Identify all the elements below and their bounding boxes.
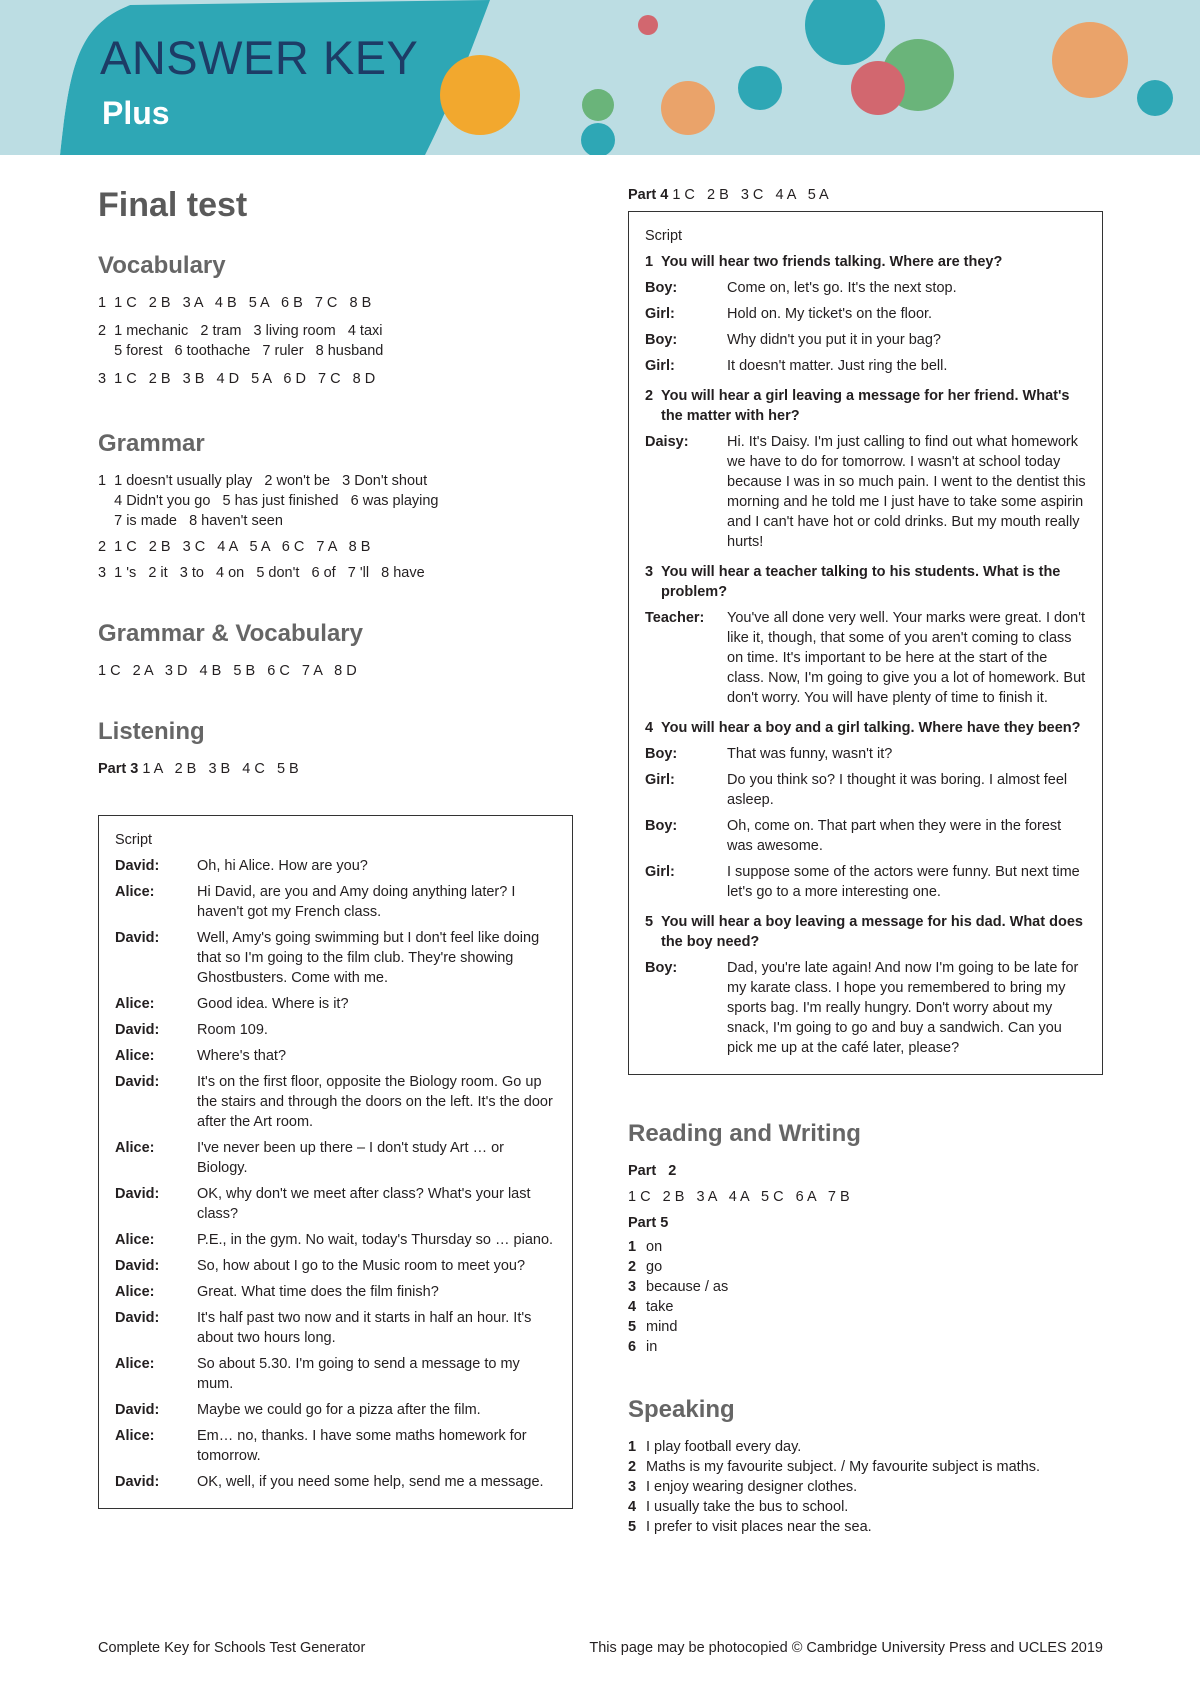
question-number: 4 — [645, 720, 654, 736]
dialogue-text: OK, why don't we meet after class? What's your last class? — [197, 1186, 531, 1222]
rw-part2-answers: 1 C 2 B 3 A 4 A 5 C 6 A 7 B — [628, 1189, 850, 1205]
rw-part5-list — [628, 1237, 1103, 1357]
item-number: 5 — [628, 1319, 637, 1335]
dialogue-line — [115, 1282, 558, 1302]
dialogue-line — [645, 770, 1088, 810]
speaker: Boy: — [645, 280, 678, 296]
item-number: 1 — [628, 1239, 637, 1255]
dialogue-text: Dad, you're late again! And now I'm going to be late for my karate class. I hope you remembered to bring my sports bag. I'm really hungry. Don't worry about my snack, I'm going to go and buy a sandwich. Can you pick me up at the café later, please? — [727, 960, 1079, 1056]
dialogue-text: Oh, come on. That part when they were in the forest was awesome. — [727, 818, 1062, 854]
listening-heading: Listening — [98, 718, 205, 745]
page-title: Final test — [98, 186, 248, 224]
item-number: 3 — [628, 1479, 637, 1495]
vocabulary-answers — [98, 293, 573, 389]
list-item — [628, 1337, 1103, 1357]
question-text: You will hear two friends talking. Where are they? — [661, 254, 1003, 270]
dialogue-text: Em… no, thanks. I have some maths homework for tomorrow. — [197, 1428, 527, 1464]
item-text: mind — [646, 1319, 678, 1335]
speaker: Teacher: — [645, 610, 705, 626]
question-number: 5 — [645, 914, 654, 930]
list-item — [628, 1457, 1103, 1477]
speaker: Daisy: — [645, 434, 689, 450]
dialogue-text: It doesn't matter. Just ring the bell. — [727, 358, 948, 374]
speaker: Alice: — [115, 1284, 155, 1300]
question-prompt — [645, 562, 1088, 602]
dialogue-line — [645, 278, 1088, 298]
dialogue-text: Hi David, are you and Amy doing anything later? I haven't got my French class. — [197, 884, 516, 920]
item-text: I play football every day. — [646, 1439, 802, 1455]
speaking-heading: Speaking — [628, 1396, 735, 1423]
answer-line: 1 1 C 2 B 3 A 4 B 5 A 6 B 7 C 8 B — [98, 295, 372, 311]
item-text: I enjoy wearing designer clothes. — [646, 1479, 858, 1495]
list-item — [628, 1317, 1103, 1337]
dialogue-text: Why didn't you put it in your bag? — [727, 332, 941, 348]
answer-key-title: ANSWER KEY — [100, 31, 419, 84]
item-number: 2 — [628, 1259, 637, 1275]
question-text: You will hear a girl leaving a message for her friend. What's the matter with her? — [661, 388, 1070, 424]
footer-left: Complete Key for Schools Test Generator — [98, 1640, 366, 1656]
dialogue-line — [115, 882, 558, 922]
part-label: Part 3 — [98, 761, 139, 777]
answer-line: 1 1 doesn't usually play 2 won't be 3 Don't shout — [98, 473, 428, 489]
part-answers: 1 A 2 B 3 B 4 C 5 B — [142, 761, 299, 777]
part4-q5 — [645, 912, 1088, 1058]
speaker: Girl: — [645, 864, 675, 880]
item-number: 6 — [628, 1339, 637, 1355]
dialogue-text: Maybe we could go for a pizza after the film. — [197, 1402, 481, 1418]
speaker: David: — [115, 1474, 160, 1490]
plus-subtitle: Plus — [102, 95, 170, 131]
speaking-list — [628, 1437, 1103, 1537]
dialogue-text: I've never been up there – I don't study Art … or Biology. — [197, 1140, 504, 1176]
question-prompt — [645, 718, 1088, 738]
item-number: 1 — [628, 1439, 637, 1455]
dialogue-line — [645, 862, 1088, 902]
grammar-vocabulary-answers: 1 C 2 A 3 D 4 B 5 B 6 C 7 A 8 D — [98, 663, 357, 679]
right-column — [628, 185, 1103, 1537]
rw-part2-label: Part 2 — [628, 1163, 677, 1179]
item-text: in — [646, 1339, 658, 1355]
answer-line: 3 1 's 2 it 3 to 4 on 5 don't 6 of 7 'll 8 have — [98, 565, 425, 581]
speaker: David: — [115, 858, 160, 874]
answer-line: 2 1 mechanic 2 tram 3 living room 4 taxi — [98, 323, 383, 339]
item-number: 4 — [628, 1299, 637, 1315]
dialogue-text: You've all done very well. Your marks were great. I don't like it, though, that some of you aren't coming to class on time. It's important to be here at the start of the class. Now, I'm going to give you a lot of homework. But don't worry. You will have plenty of time to finish it. — [727, 610, 1086, 706]
dialogue-line — [115, 1472, 558, 1492]
reading-writing-heading: Reading and Writing — [628, 1120, 861, 1147]
question-text: You will hear a boy and a girl talking. Where have they been? — [661, 720, 1081, 736]
speaker: Boy: — [645, 818, 678, 834]
speaker: David: — [115, 1186, 160, 1202]
speaker: Alice: — [115, 1140, 155, 1156]
dialogue-text: Do you think so? I thought it was boring. I almost feel asleep. — [727, 772, 1068, 808]
list-item — [628, 1517, 1103, 1537]
item-text: on — [646, 1239, 663, 1255]
dialogue-line — [115, 1020, 558, 1040]
speaker: Alice: — [115, 996, 155, 1012]
dialogue-line — [645, 608, 1088, 708]
part4-q4 — [645, 718, 1088, 902]
part4-q2 — [645, 386, 1088, 552]
list-item — [628, 1297, 1103, 1317]
list-item — [628, 1477, 1103, 1497]
item-number: 3 — [628, 1279, 637, 1295]
dialogue-line — [115, 1426, 558, 1466]
dialogue-line — [645, 432, 1088, 552]
listening-part4-answers — [628, 185, 1103, 205]
speaker: Alice: — [115, 1428, 155, 1444]
rw-part5-label: Part 5 — [628, 1215, 669, 1231]
question-number: 3 — [645, 564, 654, 580]
left-column — [98, 185, 573, 1509]
dialogue-line — [115, 856, 558, 876]
item-text: Maths is my favourite subject. / My favourite subject is maths. — [646, 1459, 1041, 1475]
question-number: 1 — [645, 254, 654, 270]
list-item — [628, 1437, 1103, 1457]
dialogue-text: Hi. It's Daisy. I'm just calling to find out what homework we have to do for tomorrow. I wasn't at school today because I was in so much pain. I went to the dentist this morning and he told me I just have to take some aspirin and I can't have hot or cold drinks. But my mouth really hurts! — [727, 434, 1086, 550]
item-number: 2 — [628, 1459, 637, 1475]
list-item — [628, 1237, 1103, 1257]
dialogue-line — [645, 816, 1088, 856]
speaker: Girl: — [645, 358, 675, 374]
list-item — [628, 1257, 1103, 1277]
dialogue-line — [645, 958, 1088, 1058]
dialogue-line — [115, 1184, 558, 1224]
speaker: Boy: — [645, 332, 678, 348]
script-label: Script — [645, 228, 683, 244]
item-number: 4 — [628, 1499, 637, 1515]
dialogue-line — [115, 1256, 558, 1276]
dialogue-text: Hold on. My ticket's on the floor. — [727, 306, 933, 322]
question-prompt — [645, 252, 1088, 272]
item-text: because / as — [646, 1279, 729, 1295]
question-prompt — [645, 912, 1088, 952]
speaker: Girl: — [645, 306, 675, 322]
item-text: I prefer to visit places near the sea. — [646, 1519, 872, 1535]
item-number: 5 — [628, 1519, 637, 1535]
part-answers: 1 C 2 B 3 C 4 A 5 A — [672, 187, 829, 203]
dialogue-text: So, how about I go to the Music room to meet you? — [197, 1258, 526, 1274]
part3-script-box — [98, 815, 573, 1509]
speaker: Alice: — [115, 1356, 155, 1372]
answer-line: 7 is made 8 haven't seen — [98, 513, 283, 529]
grammar-heading: Grammar — [98, 430, 205, 457]
part4-script-box — [628, 211, 1103, 1075]
dialogue-line — [115, 1308, 558, 1348]
answer-line: 3 1 C 2 B 3 B 4 D 5 A 6 D 7 C 8 D — [98, 371, 376, 387]
answer-line: 4 Didn't you go 5 has just finished 6 was playing — [98, 493, 439, 509]
dialogue-line — [645, 304, 1088, 324]
dialogue-text: Where's that? — [197, 1048, 287, 1064]
grammar-vocabulary-heading: Grammar & Vocabulary — [98, 620, 363, 647]
dialogue-text: I suppose some of the actors were funny. But next time let's go to a more interesting one. — [727, 864, 1080, 900]
part4-q3 — [645, 562, 1088, 708]
dialogue-line — [115, 1400, 558, 1420]
question-prompt — [645, 386, 1088, 426]
question-number: 2 — [645, 388, 654, 404]
answer-line: 2 1 C 2 B 3 C 4 A 5 A 6 C 7 A 8 B — [98, 539, 371, 555]
dialogue-line — [115, 1354, 558, 1394]
speaker: Alice: — [115, 884, 155, 900]
speaker: Boy: — [645, 960, 678, 976]
dialogue-text: P.E., in the gym. No wait, today's Thursday so … piano. — [197, 1232, 554, 1248]
speaker: Alice: — [115, 1048, 155, 1064]
speaker: David: — [115, 1402, 160, 1418]
dialogue-line — [115, 928, 558, 988]
dialogue-text: It's on the first floor, opposite the Biology room. Go up the stairs and through the doors on the left. It's the door after the Art room. — [197, 1074, 553, 1130]
speaker: David: — [115, 1022, 160, 1038]
dialogue-text: Great. What time does the film finish? — [197, 1284, 439, 1300]
vocabulary-heading: Vocabulary — [98, 252, 226, 279]
dialogue-line — [115, 1046, 558, 1066]
speaker: David: — [115, 1310, 160, 1326]
dialogue-text: It's half past two now and it starts in half an hour. It's about two hours long. — [197, 1310, 532, 1346]
speaker: Girl: — [645, 772, 675, 788]
dialogue-text: So about 5.30. I'm going to send a message to my mum. — [197, 1356, 520, 1392]
dialogue-text: Come on, let's go. It's the next stop. — [727, 280, 957, 296]
dialogue-line — [645, 356, 1088, 376]
dialogue-text: Oh, hi Alice. How are you? — [197, 858, 368, 874]
dialogue-line — [115, 1072, 558, 1132]
footer-right: This page may be photocopied © Cambridge University Press and UCLES 2019 — [589, 1640, 1103, 1656]
script-label: Script — [115, 832, 153, 848]
header-banner — [0, 0, 1200, 155]
speaker: David: — [115, 930, 160, 946]
speaker: Boy: — [645, 746, 678, 762]
dialogue-line — [645, 744, 1088, 764]
dialogue-text: Room 109. — [197, 1022, 268, 1038]
dialogue-text: OK, well, if you need some help, send me a message. — [197, 1474, 544, 1490]
part-label: Part 4 — [628, 187, 669, 203]
list-item — [628, 1277, 1103, 1297]
dialogue-text: Well, Amy's going swimming but I don't feel like doing that so I'm going to the film club. They're showing Ghostbusters. Come with me. — [197, 930, 540, 986]
question-text: You will hear a teacher talking to his students. What is the problem? — [661, 564, 1061, 600]
speaker: David: — [115, 1074, 160, 1090]
question-text: You will hear a boy leaving a message for his dad. What does the boy need? — [661, 914, 1083, 950]
speaker: Alice: — [115, 1232, 155, 1248]
dialogue-line — [115, 1138, 558, 1178]
dialogue-line — [645, 330, 1088, 350]
item-text: take — [646, 1299, 674, 1315]
dialogue-text: Good idea. Where is it? — [197, 996, 349, 1012]
answer-line: 5 forest 6 toothache 7 ruler 8 husband — [98, 343, 384, 359]
dialogue-line — [115, 994, 558, 1014]
grammar-answers — [98, 471, 573, 583]
item-text: go — [646, 1259, 663, 1275]
speaker: David: — [115, 1258, 160, 1274]
listening-part3-answers — [98, 759, 573, 779]
part4-q1 — [645, 252, 1088, 376]
dialogue-line — [115, 1230, 558, 1250]
dialogue-text: That was funny, wasn't it? — [727, 746, 893, 762]
item-text: I usually take the bus to school. — [646, 1499, 849, 1515]
list-item — [628, 1497, 1103, 1517]
